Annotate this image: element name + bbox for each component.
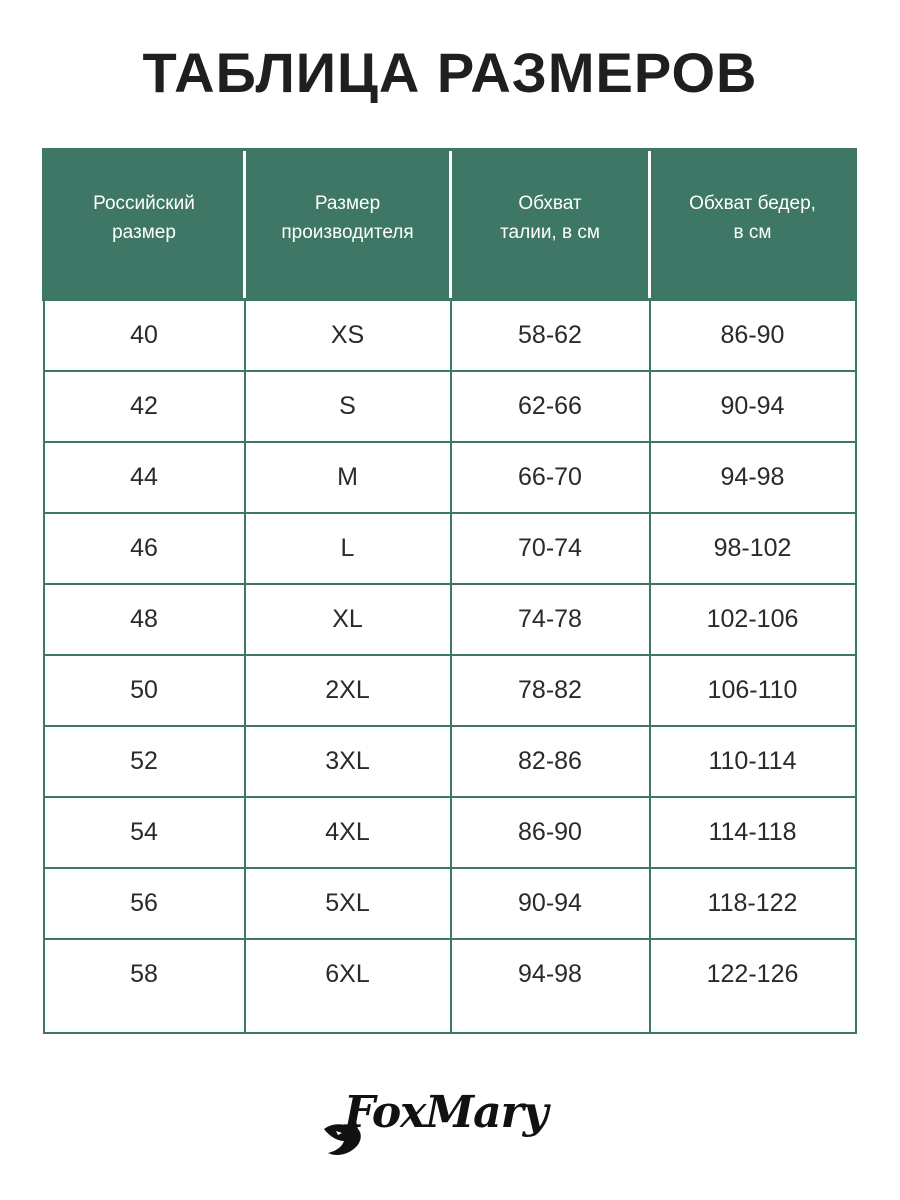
- cell-manufacturer-size: L: [245, 513, 451, 584]
- cell-russian-size: 46: [44, 513, 245, 584]
- cell-russian-size: 58: [44, 939, 245, 1033]
- cell-waist: 86-90: [451, 797, 650, 868]
- header-hips: [650, 150, 856, 300]
- cell-waist: 66-70: [451, 442, 650, 513]
- header-manufacturer-size: [245, 150, 451, 300]
- page-title: ТАБЛИЦА РАЗМЕРОВ: [142, 41, 758, 104]
- cell-hips: 110-114: [650, 726, 856, 797]
- header-line: Обхват бедер,: [689, 192, 816, 214]
- table-row: [44, 868, 856, 939]
- cell-waist: 90-94: [451, 868, 650, 939]
- cell-waist: 70-74: [451, 513, 650, 584]
- cell-manufacturer-size: 6XL: [245, 939, 451, 1033]
- cell-waist: 58-62: [451, 300, 650, 371]
- table-row: [44, 513, 856, 584]
- cell-waist: 78-82: [451, 655, 650, 726]
- cell-manufacturer-size: S: [245, 371, 451, 442]
- cell-russian-size: 42: [44, 371, 245, 442]
- header-line: Обхват: [518, 192, 582, 214]
- header-line: Размер: [314, 192, 381, 214]
- cell-manufacturer-size: XL: [245, 584, 451, 655]
- brand-logo: [322, 1085, 582, 1165]
- header-waist: [451, 150, 650, 300]
- table-row: [44, 300, 856, 371]
- cell-russian-size: 50: [44, 655, 245, 726]
- cell-russian-size: 56: [44, 868, 245, 939]
- cell-hips: 90-94: [650, 371, 856, 442]
- cell-russian-size: 48: [44, 584, 245, 655]
- header-line: талии, в см: [500, 221, 600, 243]
- cell-hips: 98-102: [650, 513, 856, 584]
- header-russian-size: [44, 150, 245, 300]
- cell-russian-size: 40: [44, 300, 245, 371]
- cell-hips: 118-122: [650, 868, 856, 939]
- cell-russian-size: 52: [44, 726, 245, 797]
- cell-hips: 102-106: [650, 584, 856, 655]
- cell-waist: 74-78: [451, 584, 650, 655]
- cell-hips: 86-90: [650, 300, 856, 371]
- table-row: [44, 726, 856, 797]
- cell-waist: 82-86: [451, 726, 650, 797]
- cell-manufacturer-size: 2XL: [245, 655, 451, 726]
- cell-waist: 62-66: [451, 371, 650, 442]
- cell-manufacturer-size: XS: [245, 300, 451, 371]
- header-line: Российский: [93, 192, 195, 214]
- cell-hips: 114-118: [650, 797, 856, 868]
- cell-manufacturer-size: M: [245, 442, 451, 513]
- table-row: [44, 442, 856, 513]
- table-header-row: [44, 150, 856, 300]
- size-table: [42, 148, 857, 1034]
- table-row: [44, 584, 856, 655]
- table-row: [44, 797, 856, 868]
- cell-manufacturer-size: 3XL: [245, 726, 451, 797]
- cell-manufacturer-size: 5XL: [245, 868, 451, 939]
- cell-hips: 106-110: [650, 655, 856, 726]
- header-line: размер: [112, 221, 176, 243]
- cell-russian-size: 54: [44, 797, 245, 868]
- table-row: [44, 939, 856, 1033]
- header-line: в см: [733, 221, 772, 243]
- logo-text: FoxMary: [344, 1087, 548, 1138]
- cell-hips: 94-98: [650, 442, 856, 513]
- cell-hips: 122-126: [650, 939, 856, 1033]
- cell-manufacturer-size: 4XL: [245, 797, 451, 868]
- table-row: [44, 655, 856, 726]
- cell-waist: 94-98: [451, 939, 650, 1033]
- cell-russian-size: 44: [44, 442, 245, 513]
- table-row: [44, 371, 856, 442]
- header-line: производителя: [281, 221, 414, 243]
